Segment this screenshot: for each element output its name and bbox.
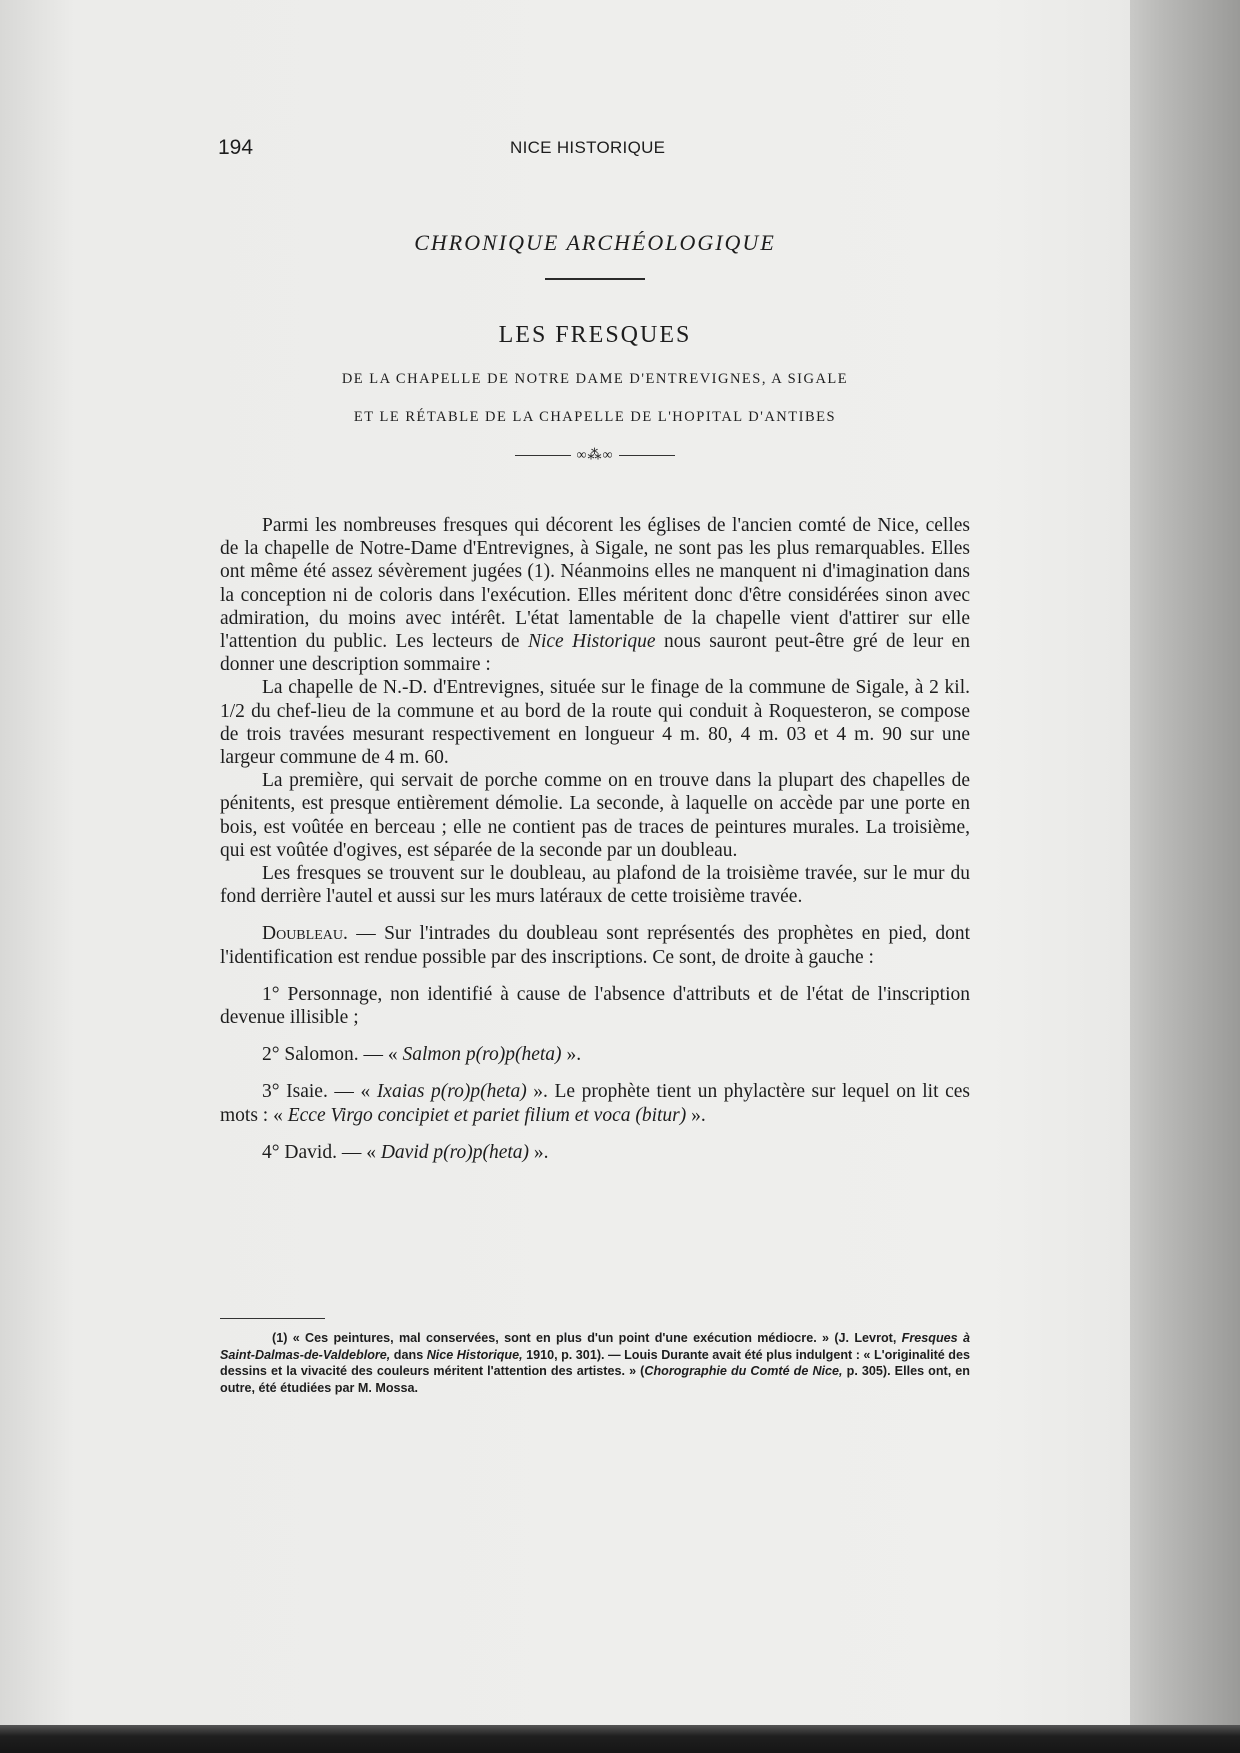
paragraph-text: Parmi les nombreuses fresques qui décorent les églises de l'ancien comté de Nice, celles de la chapelle de Notre-Dame d'Entrevignes, à Sigale, ne sont pas les plus remarquables. Elles ont même été assez sévèrement jugées (1). Néanmoins elles ne manquent ni d'imagination dans la conception ni de coloris dans l'exécution. Elles méritent donc d'être considérées sinon avec admiration, du moins avec intérêt. L'état lamentable de la chapelle vient d'attirer sur elle l'attention du public. Les lecteurs de (220, 515, 970, 653)
paragraph-doubleau (220, 922, 970, 968)
list-item-1: 1° Personnage, non identifié à cause de l'absence d'attributs et de l'état de l'inscription devenue illisible ; (220, 983, 970, 1029)
ornament-line-right (619, 455, 675, 456)
article-subtitle-line-1: DE LA CHAPELLE DE NOTRE DAME D'ENTREVIGNES, A SIGALE (341, 371, 849, 387)
ornament-glyph: ∞⁂∞ (576, 448, 614, 463)
inscription: David p(ro)p(heta) (380, 1141, 530, 1163)
paragraph-frescoes: Les fresques se trouvent sur le doubleau, au plafond de la troisième travée, sur le mur du fond derrière l'autel et aussi sur les murs latéraux de cette troisième travée. (220, 863, 970, 908)
paragraph-intro (220, 514, 970, 676)
inscription: Salmon p(ro)p(heta) (402, 1044, 562, 1066)
journal-reference: Nice Historique (527, 631, 656, 653)
footnote-marker: (1) (272, 1331, 288, 1345)
footnote: (1) « Ces peintures, mal conservées, sont en plus d'un point d'une exécution médiocre. » (J. Levrot, Fresques à Saint-Dalmas-de-Valdeblore, dans Nice Historique, 1910, p. 301). — Louis Durante avait été plus indulgent : « L'originalité des dessins et la vivacité des couleurs méritent l'attention des artistes. » (Chorographie du Comté de Nice, p. 305). Elles ont, en outre, été étudiées par M. Mossa. (220, 1331, 971, 1395)
journal-title: NICE HISTORIQUE (510, 138, 666, 157)
article-body (220, 514, 970, 1164)
scan-bottom-border (0, 1725, 1240, 1753)
list-item-2: 2° Salomon. — « Salmon p(ro)p(heta) ». (262, 1044, 582, 1066)
section-lead: Doubleau. (262, 923, 348, 945)
article-subtitle-line-2: ET LE RÉTABLE DE LA CHAPELLE DE L'HOPITAL D'ANTIBES (353, 409, 837, 425)
ornament-divider (220, 447, 970, 464)
paragraph-text: nous sauront peut-être gré de leur en donner une description sommaire : (220, 631, 971, 676)
section-rubric: CHRONIQUE ARCHÉOLOGIQUE (414, 230, 776, 255)
page-edge-shadow (1130, 0, 1240, 1753)
paragraph-bays: La première, qui servait de porche comme on en trouve dans la plupart des chapelles de pénitents, est presque entièrement démolie. La seconde, à laquelle on accède par une porte en bois, est voûtée en berceau ; elle ne contient pas de traces de peintures murales. La troisième, qui est voûtée d'ogives, est séparée de la seconde par un doubleau. (220, 770, 970, 861)
article (220, 230, 970, 1164)
paragraph-text: — Sur l'intrades du doubleau sont représentés des prophètes en pied, dont l'identification est rendue possible par des inscriptions. Ce sont, de droite à gauche : (220, 923, 970, 968)
article-title: LES FRESQUES (498, 322, 692, 348)
divider-rule (545, 278, 645, 280)
ornament-line-left (515, 455, 571, 456)
inscription: Ixaias p(ro)p(heta) (376, 1081, 527, 1103)
inscription: Ecce Virgo concipiet et pariet filium et voca (bitur) (287, 1104, 687, 1126)
paragraph-location: La chapelle de N.-D. d'Entrevignes, située sur le finage de la commune de Sigale, à 2 kil. 1/2 du chef-lieu de la commune et au bord de la route qui conduit à Roquesteron, se compose de trois travées mesurant respectivement en longueur 4 m. 80, 4 m. 03 et 4 m. 90 sur une largeur commune de 4 m. 60. (220, 677, 970, 769)
list-item-3: 3° Isaie. — « Ixaias p(ro)p(heta) ». Le prophète tient un phylactère sur lequel on lit ces mots : « Ecce Virgo concipiet et pariet filium et voca (bitur) ». (220, 1081, 970, 1126)
footnote-rule (220, 1318, 325, 1319)
page-number: 194 (218, 136, 254, 159)
list-item-4: 4° David. — « David p(ro)p(heta) ». (262, 1141, 549, 1163)
